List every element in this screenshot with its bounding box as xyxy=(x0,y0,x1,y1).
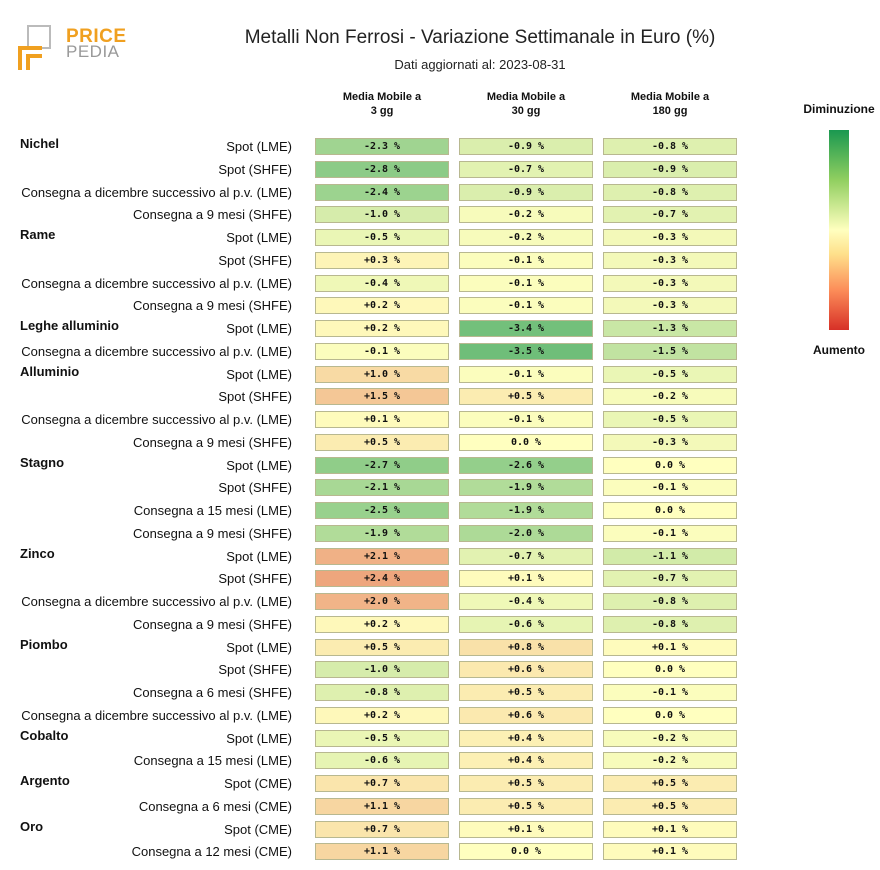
heatmap-cell: -0.4 % xyxy=(315,275,449,292)
heatmap-cell: -0.1 % xyxy=(603,684,737,701)
chart-subtitle: Dati aggiornati al: 2023-08-31 xyxy=(394,57,566,72)
row-label: Spot (LME) xyxy=(226,366,292,382)
heatmap-cell: +0.2 % xyxy=(315,297,449,314)
heatmap-cell: -2.3 % xyxy=(315,138,449,155)
heatmap-cell: -0.9 % xyxy=(603,161,737,178)
heatmap-cell: +0.1 % xyxy=(603,821,737,838)
heatmap-cell: -0.2 % xyxy=(603,752,737,769)
row-label: Consegna a 9 mesi (SHFE) xyxy=(133,207,292,223)
row-label: Consegna a dicembre successivo al p.v. (LME) xyxy=(21,412,292,427)
heatmap-cell: +0.1 % xyxy=(459,821,593,838)
row-label: Spot (LME) xyxy=(226,548,292,564)
heatmap-cell: +0.5 % xyxy=(603,798,737,815)
heatmap-cell: +2.4 % xyxy=(315,570,449,587)
heatmap-cell: +0.2 % xyxy=(315,707,449,724)
heatmap-cell: +0.5 % xyxy=(459,775,593,792)
heatmap-cell: -0.2 % xyxy=(603,730,737,747)
heatmap-cell: -0.3 % xyxy=(603,297,737,314)
heatmap-cell: -0.9 % xyxy=(459,184,593,201)
heatmap-cell: -1.0 % xyxy=(315,206,449,223)
row-label: Spot (CME) xyxy=(224,776,292,791)
heatmap-cell: +1.0 % xyxy=(315,366,449,383)
logo-mark-icon xyxy=(18,24,64,74)
heatmap-cell: +0.7 % xyxy=(315,775,449,792)
heatmap-cell: -2.8 % xyxy=(315,161,449,178)
row-label: Consegna a dicembre successivo al p.v. (LME) xyxy=(21,184,292,200)
heatmap-cell: +0.5 % xyxy=(459,388,593,405)
row-label: Spot (SHFE) xyxy=(218,571,292,587)
heatmap-cell: -0.2 % xyxy=(603,388,737,405)
heatmap-cell: 0.0 % xyxy=(603,707,737,724)
row-label: Consegna a dicembre successivo al p.v. (LME) xyxy=(21,275,292,291)
heatmap-cell: -2.5 % xyxy=(315,502,449,519)
heatmap-cell: 0.0 % xyxy=(603,661,737,678)
heatmap-cell: -0.8 % xyxy=(603,184,737,201)
heatmap-cell: -0.4 % xyxy=(459,593,593,610)
column-header-line: 180 gg xyxy=(652,105,688,117)
column-header-line: Media Mobile a xyxy=(630,91,710,103)
heatmap-cell: +2.0 % xyxy=(315,593,449,610)
column-header-line: Media Mobile a xyxy=(486,91,566,103)
row-label: Consegna a 9 mesi (SHFE) xyxy=(133,616,292,632)
row-label: Spot (SHFE) xyxy=(218,252,292,268)
heatmap-cell: -0.1 % xyxy=(459,297,593,314)
heatmap-cell: +1.1 % xyxy=(315,843,449,860)
row-label: Spot (LME) xyxy=(226,321,292,336)
logo-text-pedia: PEDIA xyxy=(66,42,120,61)
heatmap-cell: -0.2 % xyxy=(459,229,593,246)
heatmap-cell: -0.3 % xyxy=(603,252,737,269)
row-label: Spot (LME) xyxy=(226,139,292,154)
heatmap-cell: -0.3 % xyxy=(603,229,737,246)
row-label: Spot (SHFE) xyxy=(218,161,292,177)
pricepedia-logo xyxy=(18,24,128,74)
group-label: Argento xyxy=(20,773,70,788)
column-header xyxy=(603,90,737,118)
heatmap-cell: -1.0 % xyxy=(315,661,449,678)
group-label: Stagno xyxy=(20,454,65,470)
heatmap-cell: +0.1 % xyxy=(603,843,737,860)
row-label: Consegna a 15 mesi (LME) xyxy=(133,753,292,769)
heatmap-cell: -2.6 % xyxy=(459,457,593,474)
logo-text-price: PRICE xyxy=(66,26,127,47)
heatmap-cell: -1.1 % xyxy=(603,548,737,565)
group-label: Nichel xyxy=(20,136,60,151)
row-label: Spot (CME) xyxy=(224,821,292,837)
heatmap-cell: -0.3 % xyxy=(603,275,737,292)
group-label: Piombo xyxy=(20,636,68,652)
heatmap-cell: -3.5 % xyxy=(459,343,593,360)
heatmap-cell: -2.7 % xyxy=(315,457,449,474)
heatmap-cell: 0.0 % xyxy=(459,434,593,451)
column-header xyxy=(459,90,593,118)
row-label: Consegna a 6 mesi (SHFE) xyxy=(133,685,292,700)
heatmap-cell: +0.2 % xyxy=(315,616,449,633)
column-header-line: 30 gg xyxy=(511,105,541,117)
heatmap-cell: +0.5 % xyxy=(459,684,593,701)
row-label: Consegna a 6 mesi (CME) xyxy=(138,798,292,814)
heatmap-cell: +0.5 % xyxy=(459,798,593,815)
row-label: Spot (SHFE) xyxy=(218,389,292,405)
row-label: Consegna a dicembre successivo al p.v. (LME) xyxy=(21,594,292,609)
heatmap-cell: -0.5 % xyxy=(315,730,449,747)
heatmap-cell: -0.1 % xyxy=(459,275,593,292)
heatmap-cell: 0.0 % xyxy=(603,502,737,519)
heatmap-cell: -1.9 % xyxy=(459,479,593,496)
heatmap-cell: -0.1 % xyxy=(459,411,593,428)
legend-top-label: Diminuzione xyxy=(803,102,875,116)
heatmap-cell: +0.6 % xyxy=(459,707,593,724)
row-label: Consegna a 9 mesi (SHFE) xyxy=(133,525,292,541)
chart-title: Metalli Non Ferrosi - Variazione Settimanale in Euro (%) xyxy=(244,27,716,48)
heatmap-cell: +0.1 % xyxy=(315,411,449,428)
heatmap-cell: +0.3 % xyxy=(315,252,449,269)
heatmap-cell: -0.1 % xyxy=(603,525,737,542)
row-label: Spot (LME) xyxy=(226,730,292,746)
heatmap-cell: +0.8 % xyxy=(459,639,593,656)
heatmap-cell: -0.8 % xyxy=(315,684,449,701)
heatmap-cell: -0.9 % xyxy=(459,138,593,155)
heatmap-cell: -1.3 % xyxy=(603,320,737,337)
heatmap-cell: -2.0 % xyxy=(459,525,593,542)
heatmap-cell: -1.5 % xyxy=(603,343,737,360)
row-label: Spot (SHFE) xyxy=(218,480,292,496)
group-label: Zinco xyxy=(20,545,55,561)
row-label: Spot (LME) xyxy=(226,639,292,655)
row-label: Consegna a dicembre successivo al p.v. (LME) xyxy=(21,343,292,359)
legend-bottom-label: Aumento xyxy=(813,343,865,357)
heatmap-cell: -0.6 % xyxy=(315,752,449,769)
heatmap-cell: -1.9 % xyxy=(459,502,593,519)
row-label: Consegna a dicembre successivo al p.v. (LME) xyxy=(21,707,292,723)
column-header xyxy=(315,90,449,118)
heatmap-cell: +0.4 % xyxy=(459,730,593,747)
heatmap-cell: +1.5 % xyxy=(315,388,449,405)
heatmap-cell: +0.7 % xyxy=(315,821,449,838)
row-label: Consegna a 9 mesi (SHFE) xyxy=(133,298,292,314)
heatmap-cell: -0.1 % xyxy=(315,343,449,360)
heatmap-cell: -0.8 % xyxy=(603,593,737,610)
heatmap-cell: +0.6 % xyxy=(459,661,593,678)
heatmap-cell: -0.5 % xyxy=(603,366,737,383)
heatmap-cell: -2.4 % xyxy=(315,184,449,201)
row-label: Spot (SHFE) xyxy=(218,662,292,678)
heatmap-cell: -0.1 % xyxy=(459,366,593,383)
heatmap-cell: -0.7 % xyxy=(459,161,593,178)
row-label: Consegna a 9 mesi (SHFE) xyxy=(133,434,292,450)
heatmap-cell: +0.2 % xyxy=(315,320,449,337)
heatmap-cell: 0.0 % xyxy=(459,843,593,860)
heatmap-cell: -0.3 % xyxy=(603,434,737,451)
heatmap-cell: -0.8 % xyxy=(603,138,737,155)
heatmap-cell: +0.4 % xyxy=(459,752,593,769)
row-label: Consegna a 12 mesi (CME) xyxy=(131,844,292,860)
heatmap-cell: -0.1 % xyxy=(603,479,737,496)
heatmap-cell: +0.5 % xyxy=(603,775,737,792)
heatmap-cell: -1.9 % xyxy=(315,525,449,542)
heatmap-cell: -0.2 % xyxy=(459,206,593,223)
legend-color-bar xyxy=(829,130,849,330)
group-label: Alluminio xyxy=(20,363,80,379)
heatmap-cell: -0.5 % xyxy=(315,229,449,246)
row-label: Consegna a 15 mesi (LME) xyxy=(133,503,292,518)
group-label: Leghe alluminio xyxy=(20,318,119,333)
heatmap-cell: +2.1 % xyxy=(315,548,449,565)
row-label: Spot (LME) xyxy=(226,230,292,245)
heatmap-cell: -0.8 % xyxy=(603,616,737,633)
column-header-line: Media Mobile a xyxy=(342,91,422,103)
group-label: Oro xyxy=(20,818,44,834)
group-label: Cobalto xyxy=(20,727,69,743)
heatmap-cell: -0.5 % xyxy=(603,411,737,428)
column-header-line: 3 gg xyxy=(370,105,394,117)
heatmap-cell: -3.4 % xyxy=(459,320,593,337)
heatmap-cell: -0.7 % xyxy=(603,206,737,223)
group-label: Rame xyxy=(20,227,56,242)
heatmap-cell: -2.1 % xyxy=(315,479,449,496)
heatmap-cell: +0.1 % xyxy=(459,570,593,587)
heatmap-cell: -0.6 % xyxy=(459,616,593,633)
row-label: Spot (LME) xyxy=(226,457,292,473)
heatmap-cell: +0.1 % xyxy=(603,639,737,656)
heatmap-cell: -0.1 % xyxy=(459,252,593,269)
heatmap-cell: -0.7 % xyxy=(603,570,737,587)
heatmap-cell: +1.1 % xyxy=(315,798,449,815)
heatmap-cell: +0.5 % xyxy=(315,434,449,451)
heatmap-cell: -0.7 % xyxy=(459,548,593,565)
heatmap-cell: +0.5 % xyxy=(315,639,449,656)
heatmap-cell: 0.0 % xyxy=(603,457,737,474)
